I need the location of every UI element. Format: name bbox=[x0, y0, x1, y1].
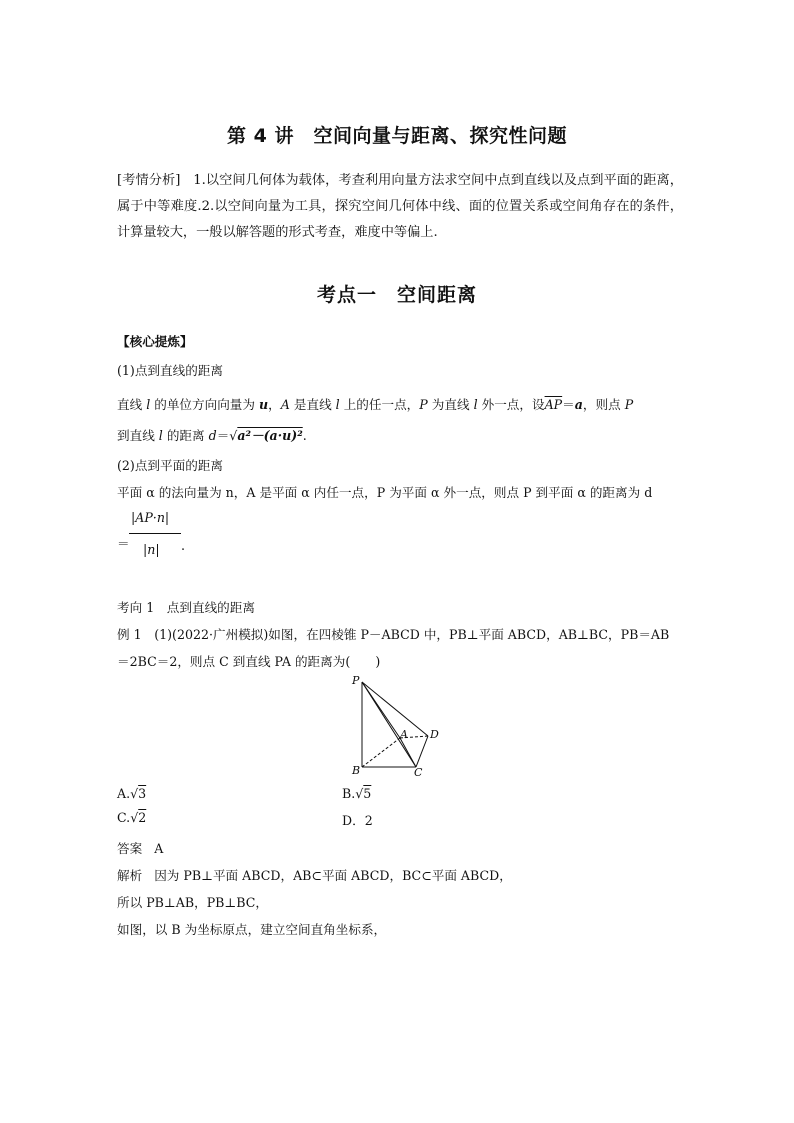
label-P: P bbox=[352, 674, 360, 687]
solution-label: 解析 bbox=[117, 868, 143, 883]
answer-line bbox=[117, 838, 163, 857]
item1-heading: (1)点到直线的距离 bbox=[117, 363, 223, 378]
fraction-denominator: |n| bbox=[143, 542, 160, 557]
label-C: C bbox=[414, 766, 423, 779]
edge-PA bbox=[362, 682, 400, 738]
section-title: 考点一 空间距离 bbox=[316, 284, 477, 306]
direction-label: 考向 1 点到直线的距离 bbox=[117, 600, 255, 615]
sqrt-expression: a²－(a·u)² bbox=[237, 428, 303, 443]
edge-PD bbox=[362, 682, 428, 736]
pyramid-figure bbox=[340, 672, 450, 780]
answer-value: A bbox=[154, 841, 164, 856]
option-C: C.√2 bbox=[117, 810, 147, 825]
fraction-bar bbox=[129, 533, 181, 534]
label-B: B bbox=[352, 764, 361, 777]
item2-heading: (2)点到平面的距离 bbox=[117, 458, 223, 473]
core-label: 【核心提炼】 bbox=[117, 334, 193, 349]
lecture-title: 第 4 讲 空间向量与距离、探究性问题 bbox=[227, 125, 567, 147]
solution-line1: 解析 因为 PB⊥平面 ABCD，AB⊂平面 ABCD，BC⊂平面 ABCD， bbox=[117, 868, 512, 883]
option-A: A.√3 bbox=[117, 786, 147, 801]
solution-line3: 如图，以 B 为坐标原点，建立空间直角坐标系， bbox=[117, 922, 387, 937]
option-B: B.√5 bbox=[342, 786, 372, 801]
fraction-numerator: |AP·n| bbox=[131, 510, 170, 525]
edge-CA bbox=[400, 738, 416, 767]
example-line1: 例 1 (1)(2022·广州模拟)如图，在四棱锥 P－ABCD 中，PB⊥平面 ABCD，AB⊥BC，PB＝AB bbox=[117, 627, 670, 642]
distance-fraction: ＝ |AP·n| |n| . bbox=[117, 510, 186, 557]
edge-CD bbox=[416, 736, 428, 767]
edge-BA-dashed bbox=[362, 738, 400, 767]
item2-line1: 平面 α 的法向量为 n，A 是平面 α 内任一点，P 为平面 α 外一点，则点 P 到平面 α 的距离为 d bbox=[117, 485, 653, 500]
solution-line2: 所以 PB⊥AB，PB⊥BC， bbox=[117, 895, 268, 910]
item1-line1: 直线 l 的单位方向向量为 u，A 是直线 l 上的任一点，P 为直线 l 外一点，设$\overline{AP}=a$，则点 P bbox=[117, 397, 634, 412]
label-A: A bbox=[400, 728, 408, 741]
example-line2: ＝2BC＝2，则点 C 到直线 PA 的距离为( ) bbox=[117, 654, 381, 669]
exam-analysis bbox=[117, 168, 683, 246]
item1-line2: 到直线 l 的距离 d＝√a²－(a·u)². bbox=[117, 428, 307, 443]
analysis-label: [考情分析] bbox=[117, 173, 181, 188]
label-D: D bbox=[430, 728, 439, 741]
vector-AP: $\overline{AP}$ bbox=[544, 397, 563, 412]
answer-label: 答案 bbox=[117, 841, 143, 856]
option-D: D．2 bbox=[342, 813, 373, 828]
analysis-text: 1.以空间几何体为载体，考查利用向量方法求空间中点到直线以及点到平面的距离，属于中等难度.2.以空间向量为工具，探究空间几何体中线、面的位置关系或空间角存在的条件，计算量较大，一般以解答题的形式考查，难度中等偏上. bbox=[117, 173, 683, 240]
sqrt-sign: √ bbox=[229, 428, 238, 443]
